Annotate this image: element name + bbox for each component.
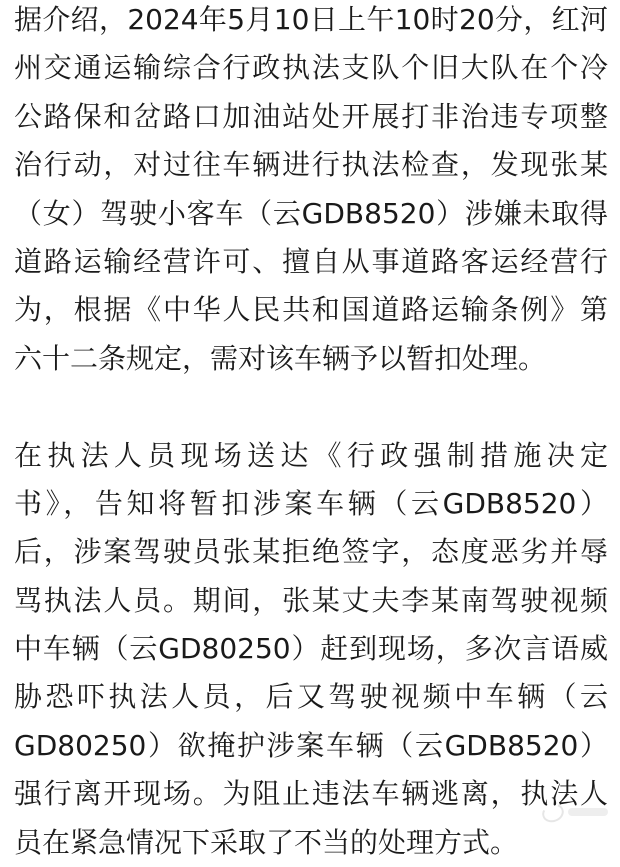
- text-line: 治行动，对过往车辆进行执法检查，发现张某: [14, 148, 608, 182]
- text-line: 在执法人员现场送达《行政强制措施决定: [14, 438, 608, 472]
- text-line: 为，根据《中华人民共和国道路运输条例》第: [14, 293, 608, 327]
- watermark-bar: [568, 808, 608, 816]
- paragraph-2: [0, 432, 620, 867]
- text-line: 员在紧急情况下采取了不当的处理方式。: [14, 825, 519, 859]
- text-line: 骂执法人员。期间，张某丈夫李某南驾驶视频: [14, 583, 608, 617]
- text-line: 中车辆（云GD80250）赶到现场，多次言语威: [14, 632, 608, 666]
- text-line: 公路保和岔路口加油站处开展打非治违专项整: [14, 99, 608, 133]
- text-line: （女）驾驶小客车（云GDB8520）涉嫌未取得: [14, 196, 608, 230]
- watermark-swirl: [540, 801, 567, 825]
- text-line: 州交通运输综合行政执法支队个旧大队在个冷: [14, 51, 608, 85]
- text-line: 后，涉案驾驶员张某拒绝签字，态度恶劣并辱: [14, 535, 608, 569]
- paragraph-spacer: [0, 383, 620, 431]
- text-line: 书》，告知将暂扣涉案车辆（云GDB8520）: [14, 486, 608, 520]
- text-line: 强行离开现场。为阻止违法车辆逃离，执法人: [14, 777, 608, 811]
- text-line: GD80250）欲掩护涉案车辆（云GDB8520）: [14, 728, 608, 762]
- text-line: 道路运输经营许可、擅自从事道路客运经营行: [14, 244, 608, 278]
- watermark-logo-icon: [542, 798, 612, 822]
- paragraph-1: [0, 0, 620, 383]
- text-line: 据介绍，2024年5月10日上午10时20分，红河: [14, 3, 608, 36]
- text-line: 六十二条规定，需对该车辆予以暂扣处理。: [14, 341, 547, 375]
- text-line: 胁恐吓执法人员，后又驾驶视频中车辆（云: [14, 680, 608, 714]
